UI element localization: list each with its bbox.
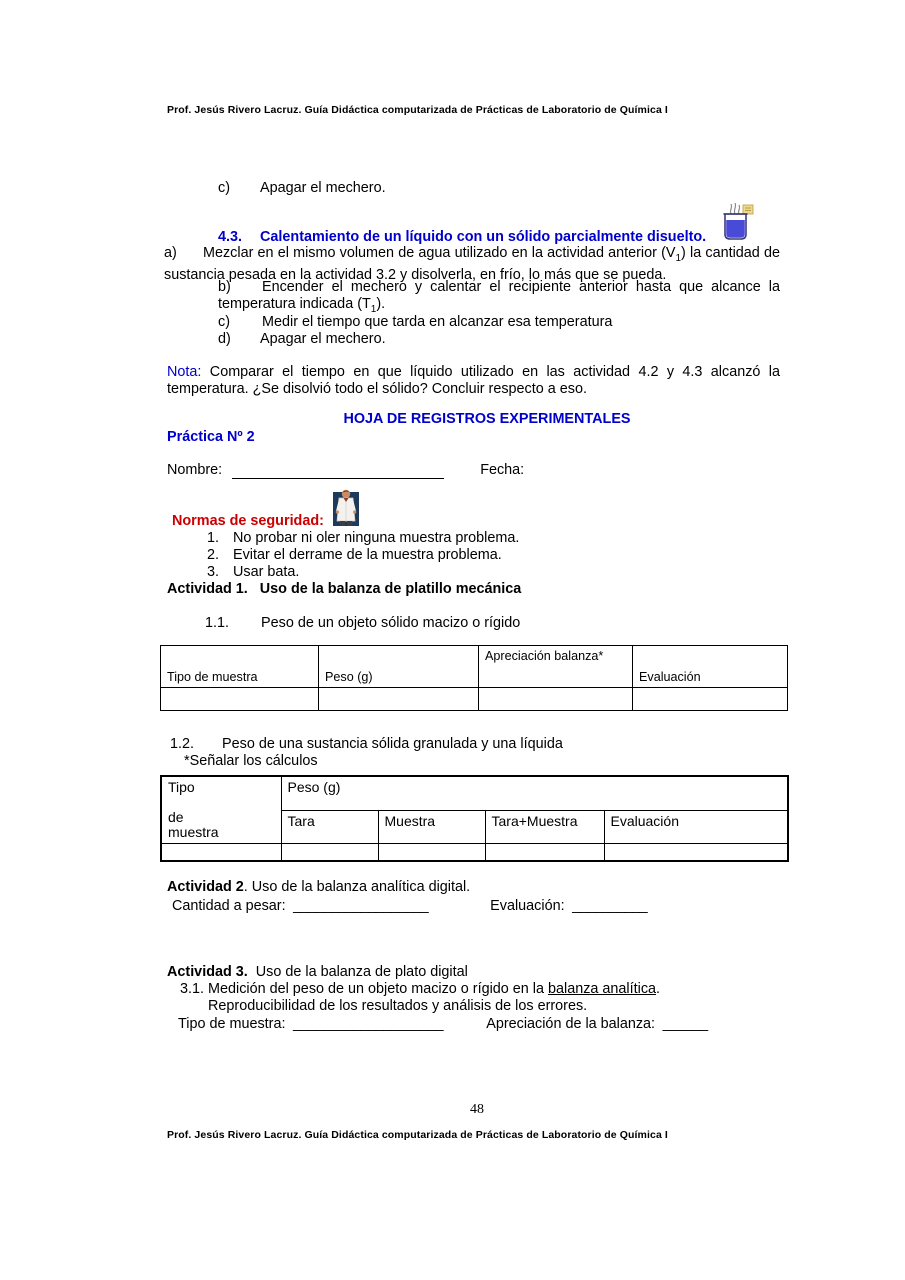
table-header-cell-tipo-muestra (161, 776, 281, 844)
table-row (161, 688, 788, 711)
section-4-3-number: 4.3. (218, 229, 243, 245)
activity-3-heading (167, 964, 767, 981)
table-cell-tipo-2[interactable] (161, 844, 281, 862)
subsection-1-2-text: Peso de una sustancia sólida granulada y una líquida (222, 736, 563, 752)
previous-item-text: Apagar el mechero. (260, 180, 386, 196)
section-4-3-title: Calentamiento de un líquido con un sólido parcialmente disuelto. (260, 229, 707, 245)
item-a-text-1: Mezclar en el mismo volumen de agua utilizado en la actividad anterior (V (202, 245, 676, 261)
table-cell-muestra[interactable] (378, 844, 485, 862)
subsection-3-1-number: 3.1. (180, 981, 205, 997)
previous-item-c (218, 180, 778, 197)
safety-rule-1-text: No probar ni oler ninguna muestra problema. (233, 530, 520, 546)
table-header-cell-peso-g: Peso (g) (281, 776, 788, 810)
table-header-cell-tara-muestra: Tara+Muestra (485, 810, 604, 843)
appreciation-label: Apreciación de la balanza: (486, 1016, 656, 1032)
activity-3-label: Actividad 3. (167, 964, 248, 980)
safety-rule-1 (207, 530, 727, 547)
safety-rule-3-text: Usar bata. (233, 564, 300, 580)
item-b-subscript: 1 (370, 304, 377, 316)
name-input[interactable] (232, 465, 444, 479)
subsection-3-1-line2: Reproducibilidad de los resultados y análisis de los errores. (208, 998, 588, 1014)
table-group-header-row (161, 776, 788, 810)
evaluation-input[interactable]: __________ (572, 898, 648, 914)
item-c-marker: c) (218, 314, 230, 330)
subsection-3-1-underlined: balanza analítica (548, 981, 657, 997)
running-head: Prof. Jesús Rivero Lacruz. Guía Didáctica computarizada de Prácticas de Laboratorio de Química I (167, 104, 668, 116)
nota-text: Comparar el tiempo en que líquido utilizado en las actividad 4.2 y 4.3 alcanzó la temperatura. ¿Se disolvió todo el sólido? Concluir respecto a eso. (167, 364, 780, 398)
subsection-3-1-text-after: . (656, 981, 661, 997)
safety-rule-2-text: Evitar el derrame de la muestra problema. (233, 547, 502, 563)
table-row (161, 844, 788, 862)
table-header-cell-evaluacion-2: Evaluación (604, 810, 788, 843)
table-header-cell-tipo: Tipo de muestra (161, 646, 319, 688)
activity-3-fields (178, 1016, 798, 1033)
safety-rule-2-number: 2. (207, 547, 220, 563)
table-cell-tara-muestra[interactable] (485, 844, 604, 862)
subsection-1-2-note: *Señalar los cálculos (184, 753, 318, 769)
table-cell-peso[interactable] (319, 688, 479, 711)
table-activity-1-2 (160, 775, 789, 862)
activity-1-title: Uso de la balanza de platillo mecánica (259, 581, 522, 597)
date-label: Fecha: (480, 462, 525, 478)
table-header-cell-tara: Tara (281, 810, 378, 843)
quantity-input[interactable]: __________________ (293, 898, 429, 914)
record-sheet-title: HOJA DE REGISTROS EXPERIMENTALES (343, 411, 631, 427)
sample-input[interactable]: ____________________ (292, 1016, 444, 1032)
table-header-tipo-line1: Tipo de (168, 779, 195, 825)
name-date-row (167, 462, 787, 479)
item-d-marker: d) (218, 331, 231, 347)
previous-item-marker: c) (218, 180, 230, 196)
activity-2-label: Actividad 2 (167, 879, 244, 895)
item-b (218, 279, 780, 319)
safety-rule-3 (207, 564, 727, 581)
activity-1-label: Actividad 1. (167, 581, 248, 597)
table-cell-tara[interactable] (281, 844, 378, 862)
subsection-3-1 (180, 981, 780, 998)
subsection-1-2 (170, 736, 750, 753)
practice-number: Práctica Nº 2 (167, 429, 255, 445)
quantity-label: Cantidad a pesar: (172, 898, 286, 914)
item-b-text-2: ). (376, 296, 386, 313)
activity-2-fields (172, 898, 792, 915)
name-label: Nombre: (167, 462, 223, 478)
subsection-1-2-number: 1.2. (170, 736, 195, 752)
item-d (218, 331, 780, 348)
sample-label: Tipo de muestra: (178, 1016, 286, 1032)
table-header-cell-apreciacion: Apreciación balanza* (479, 646, 633, 688)
nota-label: Nota: (167, 364, 202, 380)
activity-1-heading (167, 581, 767, 598)
safety-rule-3-number: 3. (207, 564, 220, 580)
item-a-text-2: ) la cantidad de sustancia pesada en la actividad 3.2 y disolverla, en frío, lo más que se pueda. (164, 245, 780, 284)
safety-rule-1-number: 1. (207, 530, 220, 546)
item-b-text-1: Encender el mechero y calentar el recipiente anterior hasta que alcance la temperatura indicada (T (218, 279, 780, 313)
activity-2-heading (167, 879, 767, 896)
table-cell-tipo[interactable] (161, 688, 319, 711)
table-header-row (161, 646, 788, 688)
section-4-3-heading (218, 229, 738, 246)
activity-2-title: . Uso de la balanza analítica digital. (243, 879, 471, 895)
table-cell-evaluacion[interactable] (633, 688, 788, 711)
running-foot: Prof. Jesús Rivero Lacruz. Guía Didáctica computarizada de Prácticas de Laboratorio de Química I (167, 1129, 668, 1141)
table-header-cell-evaluacion: Evaluación (633, 646, 788, 688)
nota-block (167, 364, 780, 399)
page-number: 48 (470, 1102, 484, 1117)
table-header-tipo-line2: muestra (168, 824, 219, 840)
item-c-text: Medir el tiempo que tarda en alcanzar esa temperatura (262, 314, 613, 330)
table-cell-apreciacion[interactable] (479, 688, 633, 711)
safety-heading: Normas de seguridad: (172, 513, 324, 529)
activity-3-title: Uso de la balanza de plato digital (255, 964, 468, 980)
subsection-1-1-text: Peso de un objeto sólido macizo o rígido (261, 615, 521, 631)
item-d-text: Apagar el mechero. (260, 331, 386, 347)
evaluation-label: Evaluación: (490, 898, 565, 914)
item-b-marker: b) (218, 279, 231, 295)
item-c (218, 314, 780, 331)
item-a-subscript: 1 (675, 252, 682, 264)
table-activity-1-1 (160, 645, 788, 711)
item-a-marker: a) (164, 245, 177, 261)
subsection-1-1 (205, 615, 765, 632)
table-cell-evaluacion-2[interactable] (604, 844, 788, 862)
subsection-3-1-text-before: Medición del peso de un objeto macizo o rígido en la (208, 981, 549, 997)
subsection-1-1-number: 1.1. (205, 615, 230, 631)
appreciation-input[interactable]: ______ (662, 1016, 708, 1032)
table-header-cell-peso: Peso (g) (319, 646, 479, 688)
safety-rule-2 (207, 547, 727, 564)
table-header-cell-muestra: Muestra (378, 810, 485, 843)
